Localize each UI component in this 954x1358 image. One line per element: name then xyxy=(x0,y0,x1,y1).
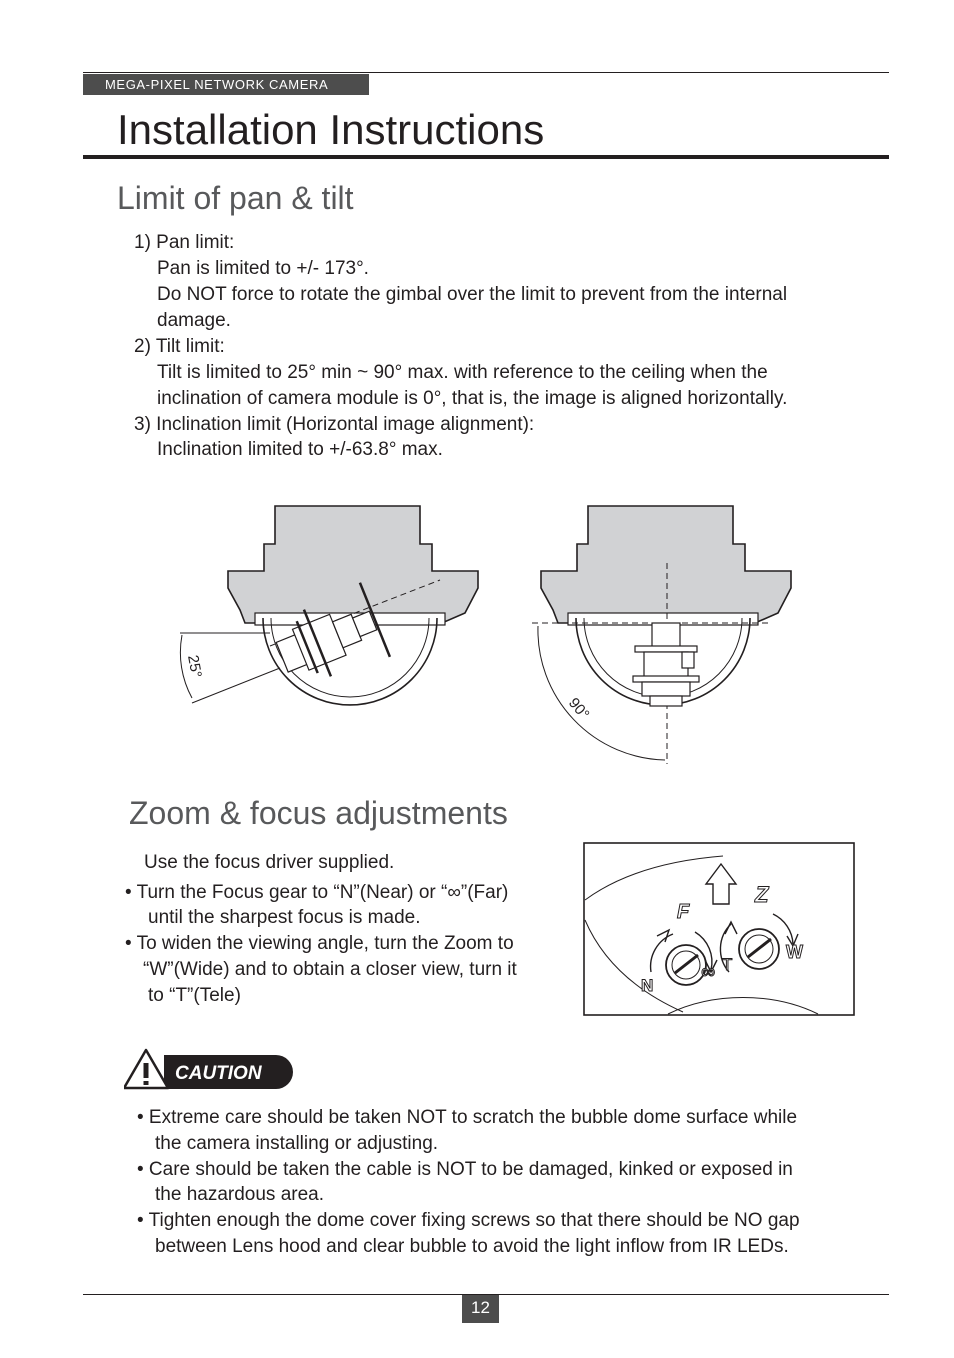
pan-limit-line: Do NOT force to rotate the gimbal over the limit to prevent from the internal xyxy=(157,284,788,305)
zoom-instruction: “W”(Wide) and to obtain a closer view, turn it xyxy=(143,959,517,980)
pan-limit-line: damage. xyxy=(157,310,231,331)
caution-item: between Lens hood and clear bubble to avoid the light inflow from IR LEDs. xyxy=(155,1236,789,1257)
zoom-focus-title: Zoom & focus adjustments xyxy=(129,795,508,831)
caution-badge xyxy=(124,1048,294,1090)
wide-label: W xyxy=(786,942,803,962)
title-rule xyxy=(83,155,889,159)
tilt-limit-line: inclination of camera module is 0°, that is, the image is aligned horizontally. xyxy=(157,388,788,409)
zoom-instruction: to “T”(Tele) xyxy=(148,985,241,1006)
header-rule xyxy=(83,72,889,73)
tilt-max-angle-label: 90° xyxy=(564,694,593,723)
inclination-limit-line: Inclination limited to +/-63.8° max. xyxy=(157,439,443,460)
caution-item: the camera installing or adjusting. xyxy=(155,1133,439,1154)
zoom-label: Z xyxy=(755,882,769,907)
focus-instruction: until the sharpest focus is made. xyxy=(148,907,421,928)
page-title: Installation Instructions xyxy=(117,106,545,153)
caution-item: • Tighten enough the dome cover fixing screws so that there should be NO gap xyxy=(137,1210,800,1231)
tilt-25-diagram xyxy=(170,498,490,718)
zoom-focus-intro: Use the focus driver supplied. xyxy=(144,852,395,873)
caution-label: CAUTION xyxy=(175,1063,262,1084)
tele-label: T xyxy=(722,955,733,974)
caution-item: • Extreme care should be taken NOT to scratch the bubble dome surface while xyxy=(137,1107,798,1128)
focus-label: F xyxy=(677,901,690,923)
tilt-min-angle-label: 25° xyxy=(184,653,205,680)
tilt-limit-heading: 2) Tilt limit: xyxy=(134,336,225,357)
tilt-90-diagram xyxy=(520,498,810,770)
caution-item: • Care should be taken the cable is NOT to be damaged, kinked or exposed in xyxy=(137,1159,793,1180)
inclination-limit-heading: 3) Inclination limit (Horizontal image alignment): xyxy=(134,414,535,435)
zoom-instruction: • To widen the viewing angle, turn the Zoom to xyxy=(125,933,514,954)
zoom-focus-diagram xyxy=(583,842,855,1016)
tilt-limit-line: Tilt is limited to 25° min ~ 90° max. with reference to the ceiling when the xyxy=(157,362,768,383)
caution-item: the hazardous area. xyxy=(155,1184,325,1205)
pan-limit-line: Pan is limited to +/- 173°. xyxy=(157,258,369,279)
header-tag: MEGA-PIXEL NETWORK CAMERA xyxy=(83,74,369,95)
near-label: N xyxy=(641,976,654,995)
pan-limit-heading: 1) Pan limit: xyxy=(134,232,235,253)
pan-tilt-title: Limit of pan & tilt xyxy=(117,180,354,216)
far-label: ∞ xyxy=(701,961,716,983)
focus-instruction: • Turn the Focus gear to “N”(Near) or “∞”(Far) xyxy=(125,882,509,903)
page-number: 12 xyxy=(462,1295,499,1323)
